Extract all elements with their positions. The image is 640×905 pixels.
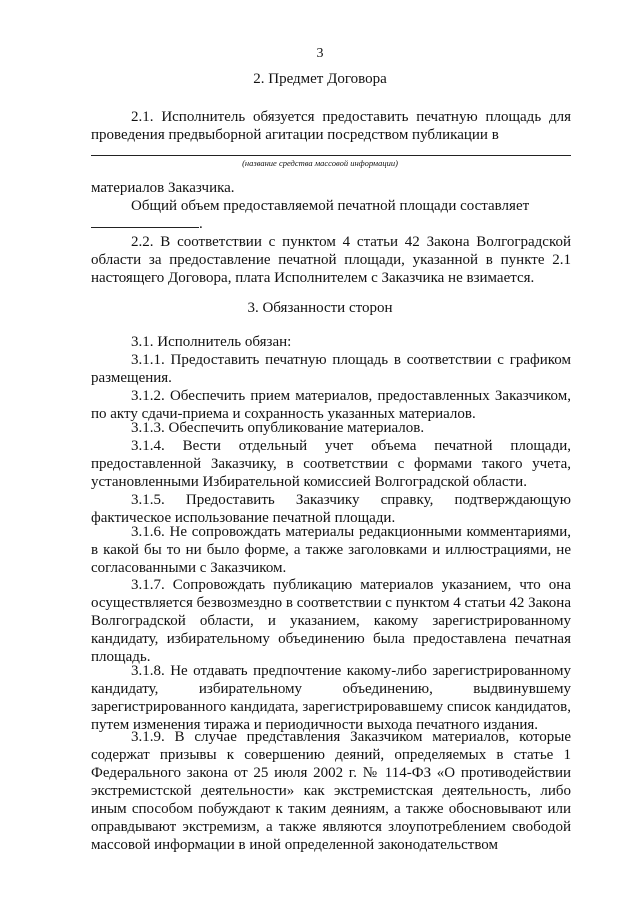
media-name-caption: (название средства массовой информации) [242, 158, 398, 168]
media-name-blank-line [91, 155, 571, 156]
volume-text: Общий объем предоставляемой печатной площади составляет [131, 198, 530, 214]
clause-3-1-8: 3.1.8. Не отдавать предпочтение какому-либо зарегистрированному кандидату, избирательному объединению, выдвинувшему зарегистрированного кандидата, зарегистрировавшему список кандидатов, путем изменения тиража и периодичности выхода печатного издания. [91, 663, 571, 733]
page-number: 3 [316, 46, 324, 61]
volume-paragraph [91, 197, 571, 233]
clause-3-1-5: 3.1.5. Предоставить Заказчику справку, подтверждающую фактическое использование печатной площади. [91, 492, 571, 526]
clause-3-1-6: 3.1.6. Не сопровождать материалы редакционными комментариями, в какой бы то ни было форме, а также заголовками и иллюстрациями, не согласованными с Заказчиком. [91, 524, 571, 576]
clause-2-1-continuation: материалов Заказчика. [91, 180, 235, 196]
clause-3-1-7: 3.1.7. Сопровождать публикацию материалов указанием, что она осуществляется безвозмездно в соответствии с пунктом 4 статьи 42 Закона Волгоградской области, и указанием, какому зарегистрированному кандидату, избирательному объединению была предоставлена печатная площадь. [91, 577, 571, 665]
clause-2-1: 2.1. Исполнитель обязуется предоставить печатную площадь для проведения предвыборной агитации посредством публикации в [91, 109, 571, 143]
clause-2-2: 2.2. В соответствии с пунктом 4 статьи 42 Закона Волгоградской области за предоставление печатной площади, указанной в пункте 2.1 настоящего Договора, плата Исполнителем с Заказчика не взимается. [91, 234, 571, 286]
volume-end: . [199, 216, 203, 232]
clause-3-1-3: 3.1.3. Обеспечить опубликование материалов. [131, 420, 425, 436]
clause-3-1-4: 3.1.4. Вести отдельный учет объема печатной площади, предоставленной Заказчику, в соответствии с формами такого учета, установленными Избирательной комиссией Волгоградской области. [91, 438, 571, 490]
section-2-title: 2. Предмет Договора [253, 71, 387, 87]
clause-3-1: 3.1. Исполнитель обязан: [131, 334, 292, 350]
volume-blank-line [91, 226, 199, 228]
section-3-title: 3. Обязанности сторон [247, 300, 393, 316]
clause-3-1-1: 3.1.1. Предоставить печатную площадь в соответствии с графиком размещения. [91, 352, 571, 386]
clause-3-1-9: 3.1.9. В случае представления Заказчиком материалов, которые содержат призывы к совершению деяний, определяемых в статье 1 Федерального закона от 25 июля 2002 г. № 114-ФЗ «О противодействии экстремистской деятельности» как экстремистская деятельность, либо иным способом побуждают к таким деяниям, а также обосновывают или оправдывают экстремизм, а также являются злоупотреблением свободой массовой информации в иной определенной законодательством [91, 729, 571, 853]
clause-3-1-2: 3.1.2. Обеспечить прием материалов, предоставленных Заказчиком, по акту сдачи-приема и сохранность указанных материалов. [91, 388, 571, 422]
